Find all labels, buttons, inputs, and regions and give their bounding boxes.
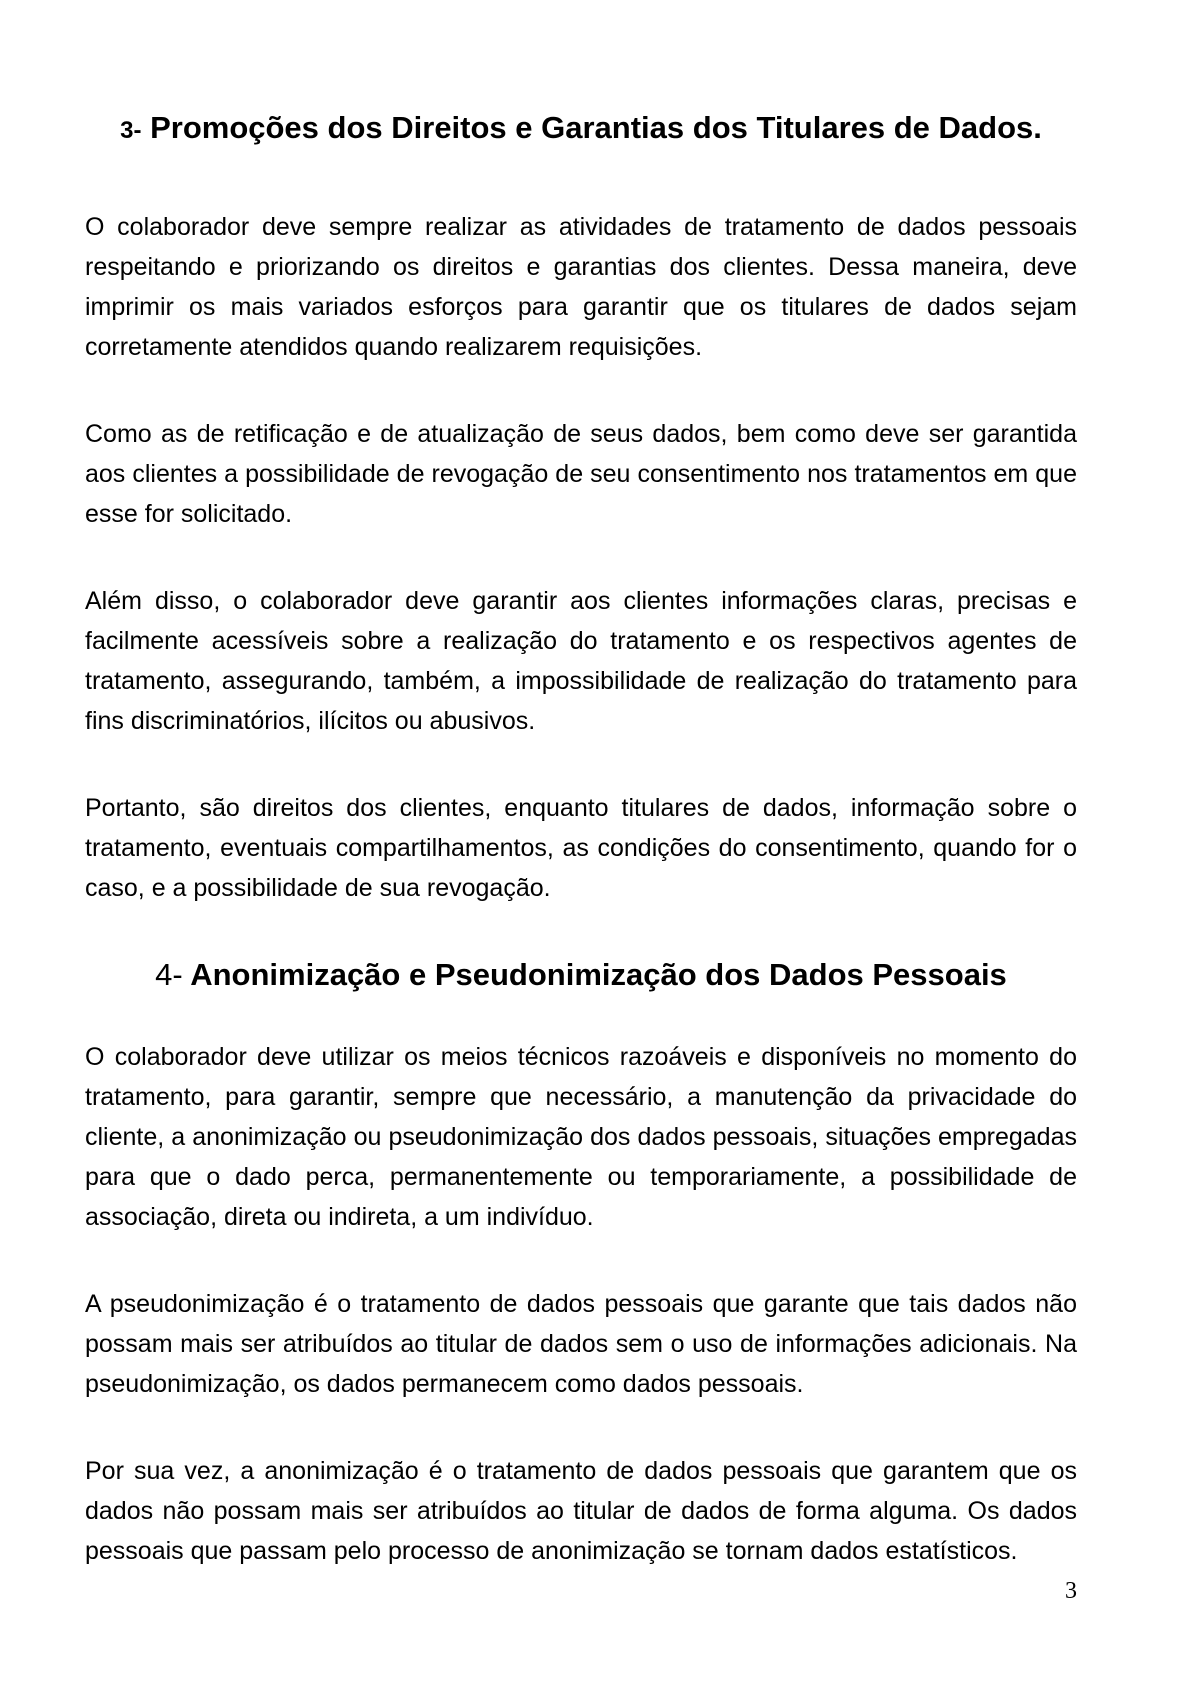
paragraph: Portanto, são direitos dos clientes, enquanto titulares de dados, informação sobre o tratamento, eventuais compartilhamentos, as condições do consentimento, quando for o caso, e a possibilidade de sua revogação. [85,794,1077,902]
page-number: 3 [1065,1578,1077,1604]
section-3-heading-number: 3- [120,117,142,144]
paragraph: Além disso, o colaborador deve garantir aos clientes informações claras, precisas e facilmente acessíveis sobre a realização do tratamento e os respectivos agentes de tratamento, assegurando, também, a impossibilidade de realização do tratamento para fins discriminatórios, ilícitos ou abusivos. [85,587,1077,735]
section-4-heading [85,955,1077,995]
paragraph: Por sua vez, a anonimização é o tratamento de dados pessoais que garantem que os dados não possam mais ser atribuídos ao titular de dados de forma alguma. Os dados pessoais que passam pelo processo de anonimização se tornam dados estatísticos. [85,1457,1077,1565]
paragraph: A pseudonimização é o tratamento de dados pessoais que garante que tais dados não possam mais ser atribuídos ao titular de dados sem o uso de informações adicionais. Na pseudonimização, os dados permanecem como dados pessoais. [85,1290,1077,1398]
paragraph: Como as de retificação e de atualização de seus dados, bem como deve ser garantida aos clientes a possibilidade de revogação de seu consentimento nos tratamentos em que esse for solicitado. [85,420,1077,528]
section-4-heading-number: 4- [155,957,183,992]
paragraph: O colaborador deve sempre realizar as atividades de tratamento de dados pessoais respeitando e priorizando os direitos e garantias dos clientes. Dessa maneira, deve imprimir os mais variados esforços para garantir que os titulares de dados sejam corretamente atendidos quando realizarem requisições. [85,213,1077,361]
section-3-heading [85,108,1077,151]
section-4-heading-text: Anonimização e Pseudonimização dos Dados Pessoais [190,957,1007,992]
paragraph: O colaborador deve utilizar os meios técnicos razoáveis e disponíveis no momento do tratamento, para garantir, sempre que necessário, a manutenção da privacidade do cliente, a anonimização ou pseudonimização dos dados pessoais, situações empregadas para que o dado perca, permanentemente ou temporariamente, a possibilidade de associação, direta ou indireta, a um indivíduo. [85,1043,1077,1231]
section-3-heading-text: Promoções dos Direitos e Garantias dos Titulares de Dados. [150,110,1042,145]
